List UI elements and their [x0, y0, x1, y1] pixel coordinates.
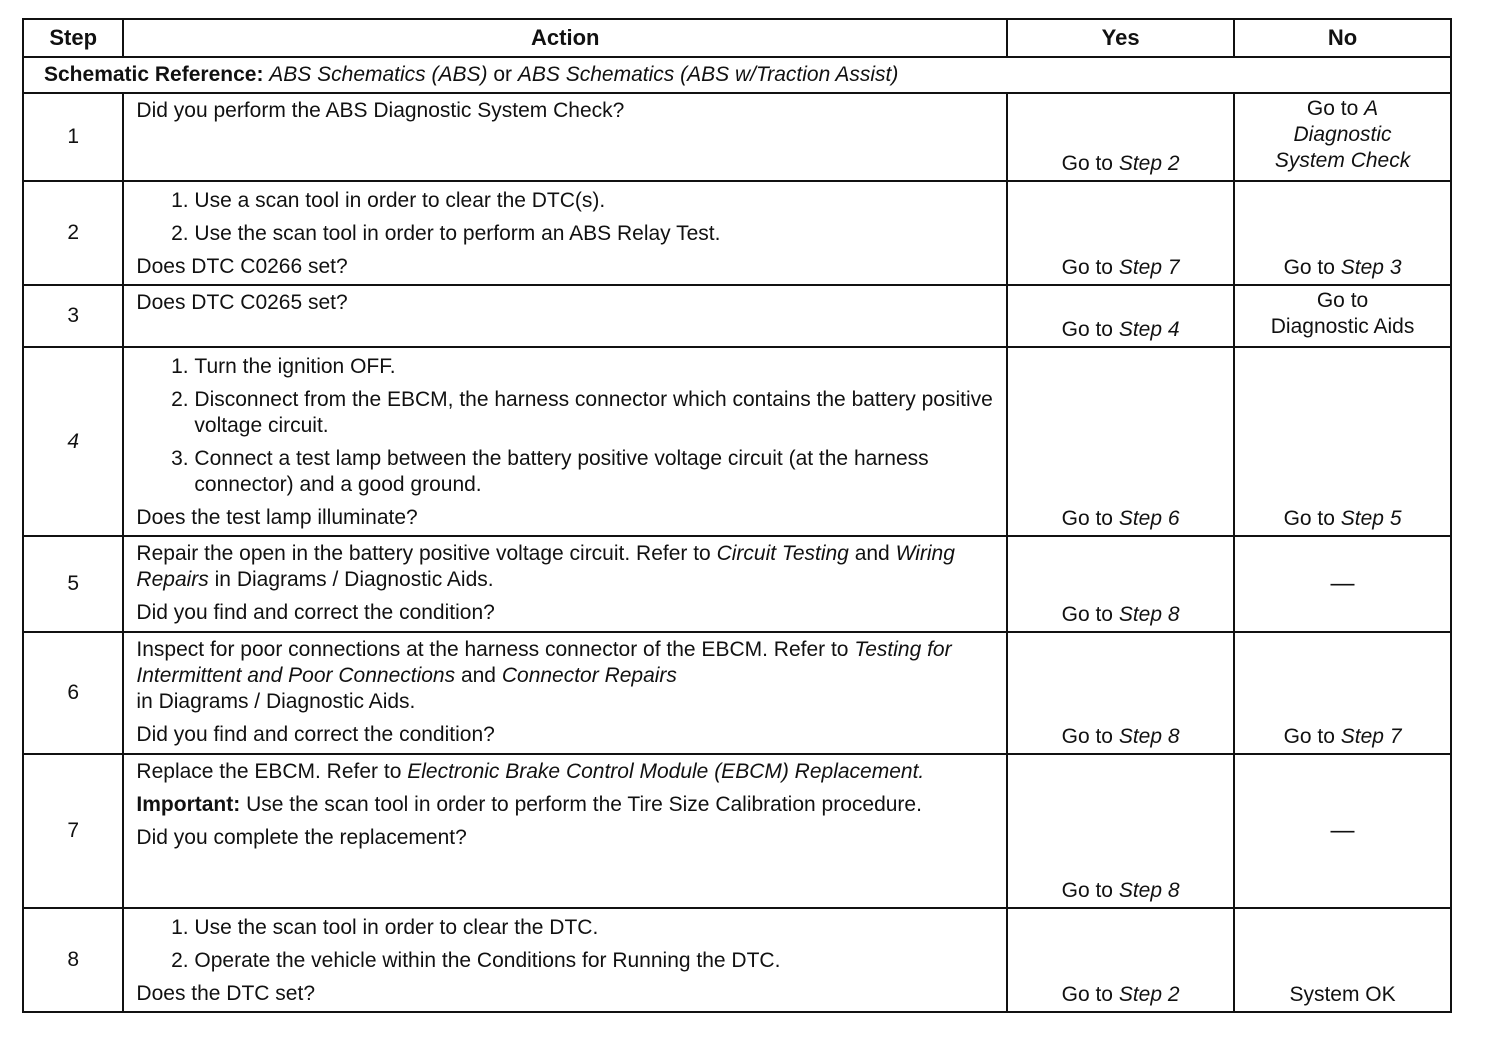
yes-prefix: Go to	[1061, 318, 1113, 341]
reference-link: Circuit Testing	[716, 542, 849, 565]
yes-prefix: Go to	[1061, 507, 1113, 530]
no-cell: —	[1234, 754, 1451, 908]
reference-link: Electronic Brake Control Module (EBCM) Replacement.	[407, 760, 925, 783]
header-action: Action	[123, 19, 1007, 57]
no-prefix: Go to	[1283, 256, 1335, 279]
list-item: 1. Use the scan tool in order to clear the DTC.	[194, 915, 996, 941]
yes-ref: Step 6	[1118, 507, 1180, 530]
reference-link: Connector Repairs	[501, 664, 677, 687]
list-item: 1. Turn the ignition OFF.	[194, 354, 996, 380]
yes-prefix: Go to	[1061, 879, 1113, 902]
yes-cell	[1007, 536, 1234, 632]
yes-ref: Step 8	[1118, 879, 1180, 902]
header-yes: Yes	[1007, 19, 1234, 57]
no-ref: Step 5	[1340, 507, 1402, 530]
schematic-or: or	[493, 63, 513, 86]
question: Did you find and correct the condition?	[136, 723, 495, 746]
question: Does the test lamp illuminate?	[136, 506, 418, 529]
action-cell	[123, 93, 1007, 181]
no-cell	[1234, 347, 1451, 536]
question: Did you complete the replacement?	[136, 826, 467, 849]
schematic-ref-2: ABS Schematics (ABS w/Traction Assist)	[517, 63, 899, 86]
table-row	[23, 285, 1451, 347]
no-cell	[1234, 285, 1451, 347]
diagnostic-table-container	[22, 18, 1452, 1013]
yes-cell	[1007, 908, 1234, 1012]
schematic-reference	[23, 57, 1451, 93]
no-cell: System OK	[1234, 908, 1451, 1012]
no-prefix: Go to	[1283, 507, 1335, 530]
yes-cell	[1007, 93, 1234, 181]
instruction-text: and	[460, 664, 496, 687]
question: Does DTC C0266 set?	[136, 255, 348, 278]
procedure-list	[136, 354, 996, 498]
instruction	[136, 637, 996, 715]
action-cell	[123, 908, 1007, 1012]
yes-ref: Step 7	[1118, 256, 1180, 279]
step-number: 8	[23, 908, 123, 1012]
step-number: 6	[23, 632, 123, 754]
question: Did you find and correct the condition?	[136, 601, 495, 624]
yes-ref: Step 4	[1118, 318, 1180, 341]
yes-cell	[1007, 181, 1234, 285]
no-prefix: Go to	[1283, 725, 1335, 748]
yes-cell	[1007, 754, 1234, 908]
table-row	[23, 908, 1451, 1012]
step-number: 5	[23, 536, 123, 632]
action-cell	[123, 347, 1007, 536]
schematic-reference-row	[23, 57, 1451, 93]
action-cell	[123, 181, 1007, 285]
no-ref: Step 3	[1340, 256, 1402, 279]
question: Did you perform the ABS Diagnostic System Check?	[136, 99, 625, 122]
no-ref: Step 7	[1340, 725, 1402, 748]
action-cell	[123, 285, 1007, 347]
reference-link: Wiring Repairs	[136, 542, 955, 591]
question: Does DTC C0265 set?	[136, 291, 348, 314]
yes-cell	[1007, 632, 1234, 754]
instruction-text: Replace the EBCM. Refer to	[136, 760, 402, 783]
step-number: 2	[23, 181, 123, 285]
list-item: 3. Connect a test lamp between the battery positive voltage circuit (at the harness connector) and a good ground.	[194, 446, 996, 498]
list-item: 1. Use a scan tool in order to clear the DTC(s).	[194, 188, 996, 214]
schematic-ref-1: ABS Schematics (ABS)	[269, 63, 488, 86]
instruction-text: and	[854, 542, 890, 565]
instruction	[136, 541, 996, 593]
schematic-label: Schematic Reference:	[44, 63, 264, 86]
no-line-1: Go to	[1316, 289, 1369, 312]
yes-prefix: Go to	[1061, 256, 1113, 279]
no-prefix: Go to	[1306, 97, 1359, 120]
header-row	[23, 19, 1451, 57]
action-cell	[123, 632, 1007, 754]
step-number: 1	[23, 93, 123, 181]
yes-cell	[1007, 347, 1234, 536]
list-item: 2. Operate the vehicle within the Conditions for Running the DTC.	[194, 948, 996, 974]
step-number-text: 4	[67, 429, 80, 453]
table-row	[23, 347, 1451, 536]
header-step: Step	[23, 19, 123, 57]
no-ref: System Check	[1274, 149, 1411, 172]
table-row	[23, 93, 1451, 181]
no-cell: —	[1234, 536, 1451, 632]
question: Does the DTC set?	[136, 982, 315, 1005]
procedure-list	[136, 915, 996, 974]
list-item: 2. Use the scan tool in order to perform an ABS Relay Test.	[194, 221, 996, 247]
instruction-text: in Diagrams / Diagnostic Aids.	[136, 690, 416, 713]
step-number: 3	[23, 285, 123, 347]
action-cell	[123, 754, 1007, 908]
table-row	[23, 632, 1451, 754]
yes-ref: Step 2	[1118, 152, 1180, 175]
yes-ref: Step 8	[1118, 725, 1180, 748]
instruction-text: Inspect for poor connections at the harness connector of the EBCM. Refer to	[136, 638, 849, 661]
yes-cell	[1007, 285, 1234, 347]
step-number	[23, 347, 123, 536]
no-cell	[1234, 93, 1451, 181]
important-label: Important:	[136, 793, 241, 816]
important-note	[136, 792, 996, 818]
header-no: No	[1234, 19, 1451, 57]
list-item: 2. Disconnect from the EBCM, the harness connector which contains the battery positive voltage circuit.	[194, 387, 996, 439]
yes-prefix: Go to	[1061, 725, 1113, 748]
instruction	[136, 759, 996, 785]
yes-prefix: Go to	[1061, 603, 1113, 626]
table-row	[23, 754, 1451, 908]
diagnostic-table	[22, 18, 1452, 1013]
table-row	[23, 536, 1451, 632]
reference-link: Testing for Intermittent and Poor Connections	[136, 638, 952, 687]
no-line-2: Diagnostic Aids	[1270, 315, 1415, 338]
yes-ref: Step 8	[1118, 603, 1180, 626]
procedure-list	[136, 188, 996, 247]
action-cell	[123, 536, 1007, 632]
instruction-text: in Diagrams / Diagnostic Aids.	[214, 568, 494, 591]
yes-ref: Step 2	[1118, 983, 1180, 1006]
yes-prefix: Go to	[1061, 983, 1113, 1006]
no-cell	[1234, 632, 1451, 754]
yes-prefix: Go to	[1061, 152, 1113, 175]
table-row	[23, 181, 1451, 285]
no-cell	[1234, 181, 1451, 285]
no-ref: A	[1364, 97, 1379, 120]
instruction-text: Repair the open in the battery positive voltage circuit. Refer to	[136, 542, 711, 565]
important-text: Use the scan tool in order to perform the Tire Size Calibration procedure.	[246, 793, 922, 816]
step-number: 7	[23, 754, 123, 908]
no-ref: Diagnostic	[1293, 123, 1392, 146]
